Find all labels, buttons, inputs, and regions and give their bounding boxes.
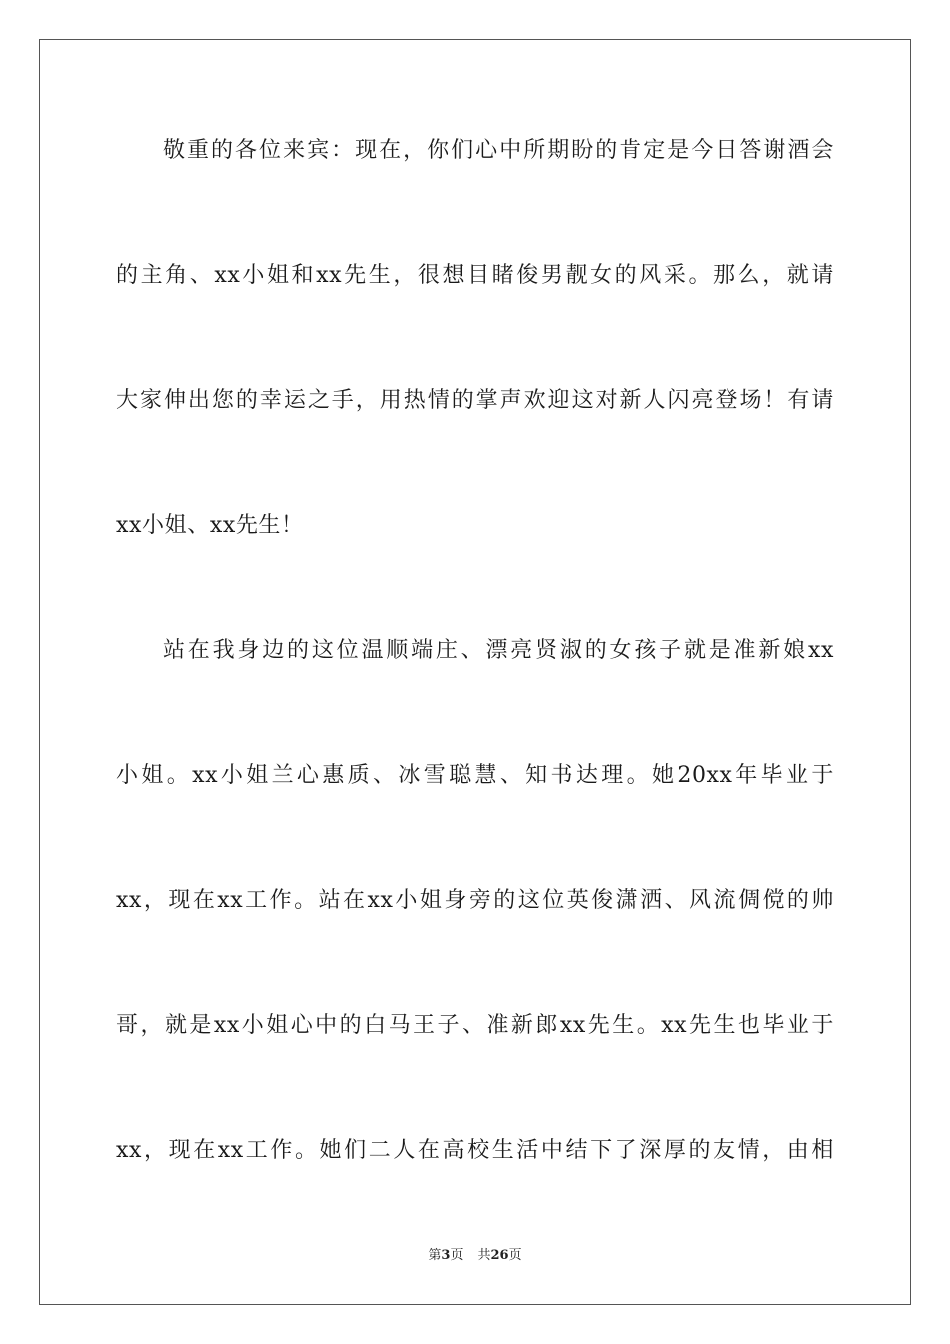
total-pages-label: 共26页 [477, 1248, 522, 1263]
paragraph-2-line-5: xx，现在xx工作。她们二人在高校生活中结下了深厚的友情，由相 [116, 1138, 834, 1163]
paragraph-1-line-1: 敬重的各位来宾：现在，你们心中所期盼的肯定是今日答谢酒会 [163, 138, 834, 163]
page-border [39, 39, 911, 1305]
paragraph-1-line-3: 大家伸出您的幸运之手，用热情的掌声欢迎这对新人闪亮登场！有请 [116, 388, 834, 413]
paragraph-2-line-4: 哥，就是xx小姐心中的白马王子、准新郎xx先生。xx先生也毕业于 [116, 1013, 834, 1038]
paragraph-2-line-3: xx，现在xx工作。站在xx小姐身旁的这位英俊潇洒、风流倜傥的帅 [116, 888, 834, 913]
paragraph-1-line-4: xx小姐、xx先生！ [116, 513, 304, 538]
page-footer [0, 1247, 950, 1265]
paragraph-2-line-2: 小姐。xx小姐兰心惠质、冰雪聪慧、知书达理。她20xx年毕业于 [116, 763, 834, 788]
paragraph-2-line-1: 站在我身边的这位温顺端庄、漂亮贤淑的女孩子就是准新娘xx [163, 638, 834, 663]
paragraph-1-line-2: 的主角、xx小姐和xx先生，很想目睹俊男靓女的风采。那么，就请 [116, 263, 834, 288]
page-number-label: 第3页 [428, 1248, 464, 1263]
